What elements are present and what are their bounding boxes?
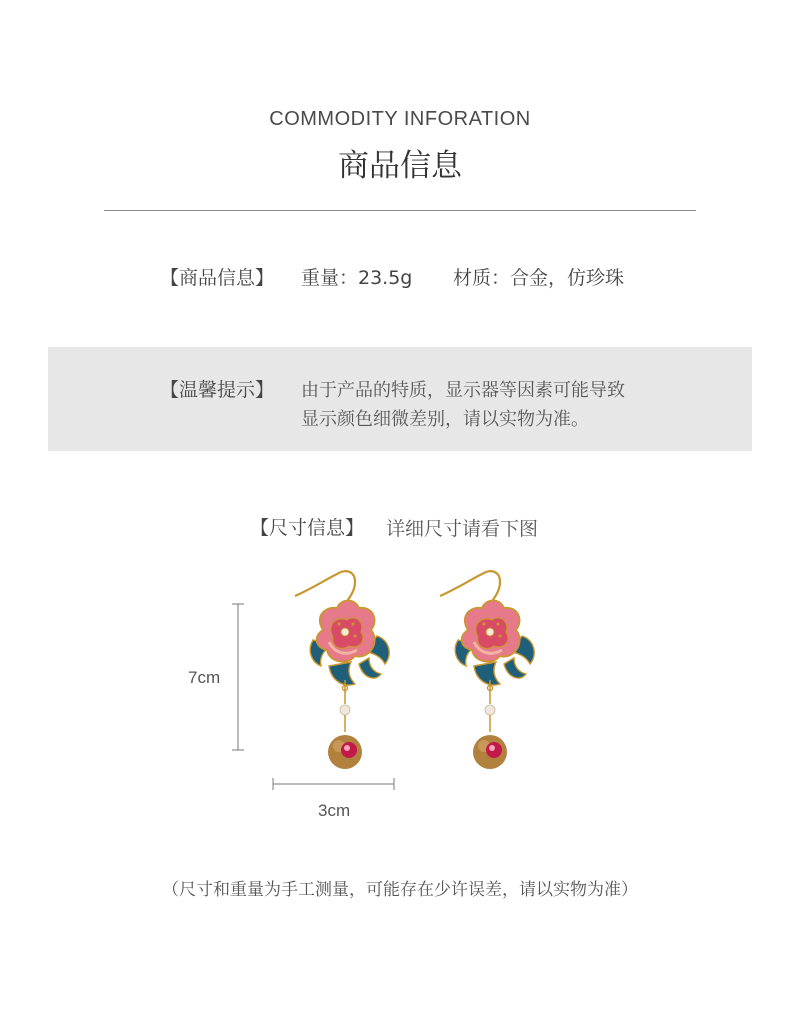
- size-label: 【尺寸信息】: [250, 517, 365, 539]
- height-label: 7cm: [188, 668, 221, 687]
- english-title: COMMODITY INFORATION: [269, 108, 531, 130]
- weight-text: 重量：23.5g: [301, 267, 413, 289]
- measurement-note: （尺寸和重量为手工测量，可能存在少许误差，请以实物为准）: [162, 880, 638, 900]
- title-divider: [104, 210, 696, 211]
- tips-line-1: 由于产品的特质，显示器等因素可能导致: [301, 380, 625, 401]
- height-dimension-line: [228, 600, 248, 754]
- earrings-product-image: [285, 562, 555, 784]
- chinese-title: 商品信息: [338, 148, 462, 184]
- material-text: 材质：合金，仿珍珠: [453, 267, 625, 289]
- width-label: 3cm: [318, 801, 351, 820]
- size-description: 详细尺寸请看下图: [386, 518, 539, 540]
- info-label: 【商品信息】: [160, 267, 275, 289]
- tips-label: 【温馨提示】: [160, 379, 275, 401]
- tips-line-2: 显示颜色细微差别，请以实物为准。: [301, 409, 589, 430]
